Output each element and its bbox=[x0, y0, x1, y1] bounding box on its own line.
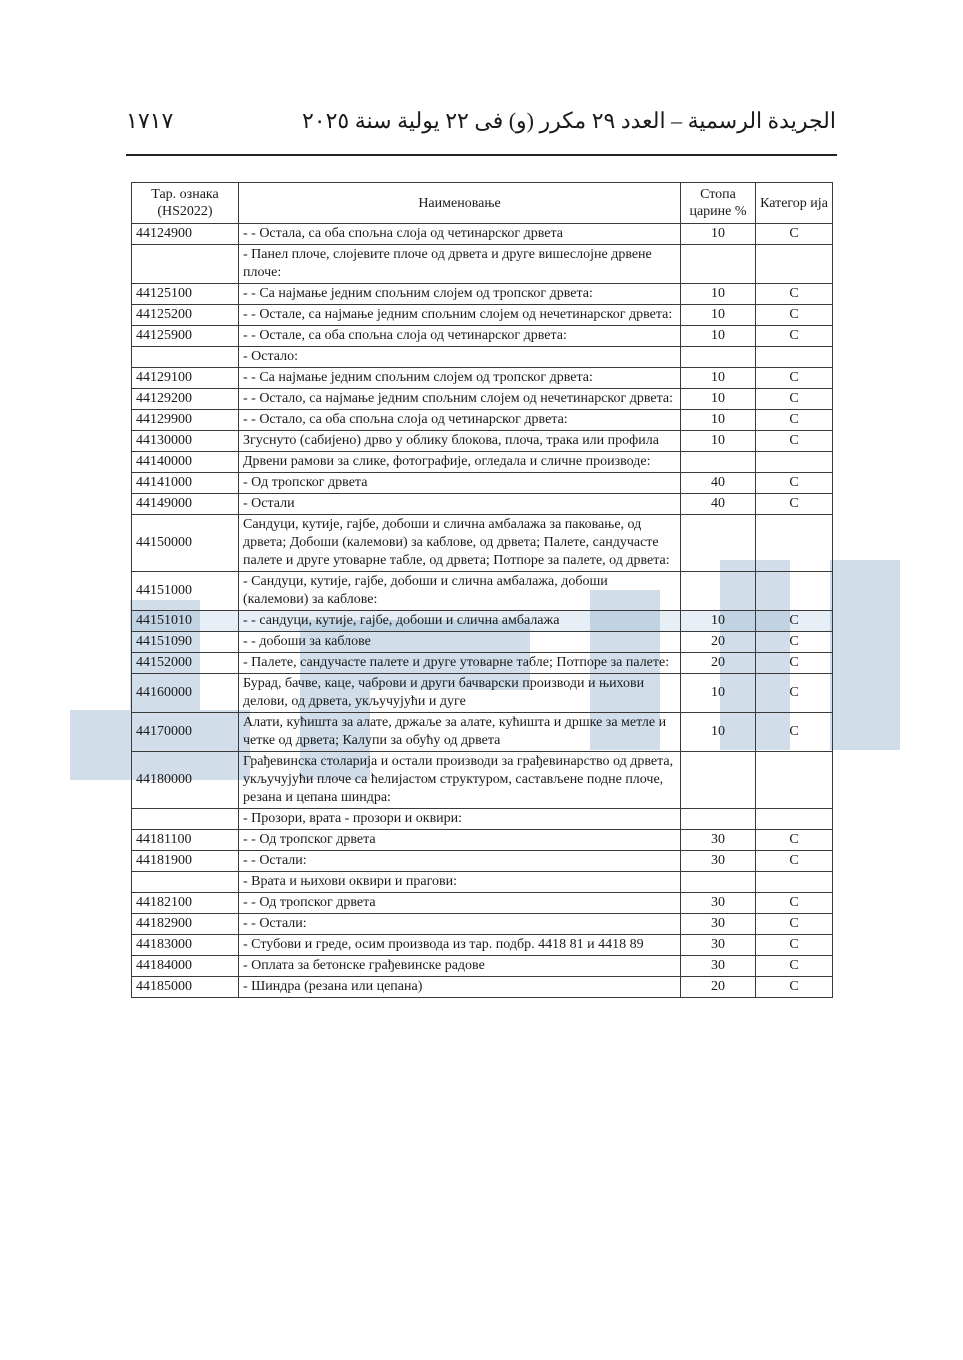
cell-code: 44152000 bbox=[132, 653, 239, 674]
cell-code: 44125100 bbox=[132, 284, 239, 305]
cell-code: 44181900 bbox=[132, 851, 239, 872]
cell-description: - - Остали: bbox=[239, 851, 681, 872]
cell-code bbox=[132, 347, 239, 368]
cell-description: - - Са најмање једним спољним слојем од тропског дрвета: bbox=[239, 368, 681, 389]
cell-category: C bbox=[756, 284, 833, 305]
cell-category bbox=[756, 515, 833, 572]
cell-rate bbox=[681, 452, 756, 473]
cell-rate bbox=[681, 245, 756, 284]
page-header bbox=[126, 104, 836, 144]
cell-description: - - Остала, са оба спољна слоја од четинарског дрвета bbox=[239, 224, 681, 245]
table-row bbox=[132, 713, 833, 752]
cell-category: C bbox=[756, 410, 833, 431]
cell-category bbox=[756, 572, 833, 611]
cell-rate bbox=[681, 752, 756, 809]
table-row bbox=[132, 326, 833, 347]
cell-category: C bbox=[756, 674, 833, 713]
cell-category: C bbox=[756, 473, 833, 494]
table-row bbox=[132, 431, 833, 452]
col-header-rate: Стопа царине % bbox=[681, 183, 756, 224]
col-header-category: Категор ија bbox=[756, 183, 833, 224]
cell-rate: 10 bbox=[681, 674, 756, 713]
cell-code: 44184000 bbox=[132, 956, 239, 977]
cell-category bbox=[756, 872, 833, 893]
table-row bbox=[132, 809, 833, 830]
cell-code bbox=[132, 872, 239, 893]
table-row bbox=[132, 977, 833, 998]
table-row bbox=[132, 851, 833, 872]
cell-code: 44125200 bbox=[132, 305, 239, 326]
cell-category: C bbox=[756, 830, 833, 851]
cell-category: C bbox=[756, 494, 833, 515]
cell-rate bbox=[681, 515, 756, 572]
table-row bbox=[132, 284, 833, 305]
table-row bbox=[132, 632, 833, 653]
table-row bbox=[132, 347, 833, 368]
cell-rate: 10 bbox=[681, 305, 756, 326]
cell-category: C bbox=[756, 611, 833, 632]
cell-rate: 10 bbox=[681, 389, 756, 410]
cell-code: 44150000 bbox=[132, 515, 239, 572]
cell-description: - - сандуци, кутије, гајбе, добоши и слична амбалажа bbox=[239, 611, 681, 632]
cell-code: 44129100 bbox=[132, 368, 239, 389]
cell-description: - Панел плоче, слојевите плоче од дрвета и друге вишеслојне дрвене плоче: bbox=[239, 245, 681, 284]
cell-rate bbox=[681, 809, 756, 830]
cell-category bbox=[756, 245, 833, 284]
cell-code: 44182100 bbox=[132, 893, 239, 914]
cell-code: 44151000 bbox=[132, 572, 239, 611]
page-number: ١٧١٧ bbox=[126, 108, 174, 133]
cell-category bbox=[756, 347, 833, 368]
cell-category: C bbox=[756, 935, 833, 956]
cell-description: - Од тропског дрвета bbox=[239, 473, 681, 494]
cell-code: 44130000 bbox=[132, 431, 239, 452]
cell-rate bbox=[681, 872, 756, 893]
cell-category: C bbox=[756, 389, 833, 410]
cell-rate: 30 bbox=[681, 914, 756, 935]
cell-category: C bbox=[756, 653, 833, 674]
cell-rate: 40 bbox=[681, 473, 756, 494]
cell-code: 44160000 bbox=[132, 674, 239, 713]
cell-code: 44129200 bbox=[132, 389, 239, 410]
cell-description: - - Са најмање једним спољним слојем од тропског дрвета: bbox=[239, 284, 681, 305]
cell-code: 44140000 bbox=[132, 452, 239, 473]
cell-rate: 10 bbox=[681, 284, 756, 305]
table-row bbox=[132, 368, 833, 389]
cell-category: C bbox=[756, 431, 833, 452]
cell-description: - - Остало, са најмање једним спољним слојем од нечетинарског дрвета: bbox=[239, 389, 681, 410]
cell-rate: 20 bbox=[681, 632, 756, 653]
cell-description: - Остали bbox=[239, 494, 681, 515]
table-row bbox=[132, 452, 833, 473]
cell-rate: 10 bbox=[681, 368, 756, 389]
cell-code: 44170000 bbox=[132, 713, 239, 752]
cell-rate: 30 bbox=[681, 851, 756, 872]
cell-rate bbox=[681, 572, 756, 611]
table-row bbox=[132, 515, 833, 572]
cell-code: 44124900 bbox=[132, 224, 239, 245]
cell-category: C bbox=[756, 305, 833, 326]
cell-category bbox=[756, 752, 833, 809]
cell-rate: 30 bbox=[681, 893, 756, 914]
cell-category: C bbox=[756, 368, 833, 389]
col-header-description: Наименовање bbox=[239, 183, 681, 224]
cell-code: 44185000 bbox=[132, 977, 239, 998]
cell-description: - - добоши за каблове bbox=[239, 632, 681, 653]
cell-description: - - Остало, са оба спољна слоја од четинарског дрвета: bbox=[239, 410, 681, 431]
table-row bbox=[132, 410, 833, 431]
table-row bbox=[132, 494, 833, 515]
col-header-code: Тар. ознака (HS2022) bbox=[132, 183, 239, 224]
cell-description: Алати, кућишта за алате, држаље за алате, кућишта и дршке за метле и четке од дрвета; Калупи за обућу од дрвета bbox=[239, 713, 681, 752]
cell-rate: 10 bbox=[681, 431, 756, 452]
cell-description: - - Остале, са оба спољна слоја од четинарског дрвета: bbox=[239, 326, 681, 347]
cell-rate: 30 bbox=[681, 830, 756, 851]
cell-rate: 10 bbox=[681, 326, 756, 347]
cell-description: - Стубови и греде, осим производа из тар. подбр. 4418 81 и 4418 89 bbox=[239, 935, 681, 956]
cell-description: - Сандуци, кутије, гајбе, добоши и слична амбалажа, добоши (калемови) за каблове: bbox=[239, 572, 681, 611]
cell-rate: 10 bbox=[681, 611, 756, 632]
cell-description: - - Остали: bbox=[239, 914, 681, 935]
table-row bbox=[132, 956, 833, 977]
cell-description: - Палете, сандучасте палете и друге утоварне табле; Потпоре за палете: bbox=[239, 653, 681, 674]
cell-code bbox=[132, 245, 239, 284]
cell-category bbox=[756, 809, 833, 830]
cell-description: - Врата и њихови оквири и прагови: bbox=[239, 872, 681, 893]
cell-code: 44149000 bbox=[132, 494, 239, 515]
table-row bbox=[132, 830, 833, 851]
cell-code: 44183000 bbox=[132, 935, 239, 956]
cell-code: 44125900 bbox=[132, 326, 239, 347]
cell-code: 44181100 bbox=[132, 830, 239, 851]
cell-description: Згуснуто (сабијено) дрво у облику блокова, плоча, трака или профила bbox=[239, 431, 681, 452]
cell-description: Дрвени рамови за слике, фотографије, огледала и сличне производе: bbox=[239, 452, 681, 473]
table-row bbox=[132, 389, 833, 410]
cell-category: C bbox=[756, 713, 833, 752]
cell-rate: 10 bbox=[681, 224, 756, 245]
table-row bbox=[132, 572, 833, 611]
cell-category: C bbox=[756, 224, 833, 245]
gazette-title: الجريدة الرسمية – العدد ٢٩ مكرر (و) فى ٢٢ يولية سنة ٢٠٢٥ bbox=[301, 108, 836, 133]
cell-category: C bbox=[756, 326, 833, 347]
cell-description: - - Од тропског дрвета bbox=[239, 893, 681, 914]
cell-rate: 10 bbox=[681, 410, 756, 431]
cell-description: - - Остале, са најмање једним спољним слојем од нечетинарског дрвета: bbox=[239, 305, 681, 326]
table-row bbox=[132, 935, 833, 956]
cell-description: - Остало: bbox=[239, 347, 681, 368]
cell-description: - - Од тропског дрвета bbox=[239, 830, 681, 851]
cell-category bbox=[756, 452, 833, 473]
tariff-table bbox=[131, 182, 833, 998]
table-row bbox=[132, 674, 833, 713]
table-row bbox=[132, 872, 833, 893]
table-row bbox=[132, 245, 833, 284]
cell-category: C bbox=[756, 851, 833, 872]
table-row bbox=[132, 914, 833, 935]
table-row bbox=[132, 611, 833, 632]
cell-code: 44151090 bbox=[132, 632, 239, 653]
table-row bbox=[132, 752, 833, 809]
cell-description: Грађевинска столарија и остали производи за грађевинарство од дрвета, укључујући плоче са ћелијастом структуром, састављене подне плоче, резана и цепана шиндра: bbox=[239, 752, 681, 809]
cell-category: C bbox=[756, 914, 833, 935]
table-row bbox=[132, 305, 833, 326]
cell-rate: 20 bbox=[681, 977, 756, 998]
cell-code: 44129900 bbox=[132, 410, 239, 431]
table-row bbox=[132, 473, 833, 494]
cell-category: C bbox=[756, 632, 833, 653]
cell-code: 44141000 bbox=[132, 473, 239, 494]
cell-rate: 30 bbox=[681, 935, 756, 956]
cell-category: C bbox=[756, 977, 833, 998]
cell-description: - Шиндра (резана или цепана) bbox=[239, 977, 681, 998]
cell-code: 44182900 bbox=[132, 914, 239, 935]
cell-description: Сандуци, кутије, гајбе, добоши и слична амбалажа за паковање, од дрвета; Добоши (калемови) за каблове, од дрвета; Палете, сандучасте палете и друге утоварне табле, од дрвета; Потпоре за палете, од дрвета: bbox=[239, 515, 681, 572]
table-row bbox=[132, 653, 833, 674]
cell-code: 44151010 bbox=[132, 611, 239, 632]
cell-description: - Прозори, врата - прозори и оквири: bbox=[239, 809, 681, 830]
cell-category: C bbox=[756, 893, 833, 914]
cell-rate bbox=[681, 347, 756, 368]
cell-description: Бурад, бачве, каце, чаброви и други бачварски производи и њихови делови, од дрвета, укључујући и дуге bbox=[239, 674, 681, 713]
cell-code: 44180000 bbox=[132, 752, 239, 809]
header-divider bbox=[126, 154, 837, 156]
cell-rate: 40 bbox=[681, 494, 756, 515]
cell-rate: 10 bbox=[681, 713, 756, 752]
cell-description: - Оплата за бетонске грађевинске радове bbox=[239, 956, 681, 977]
table-header-row bbox=[132, 183, 833, 224]
cell-rate: 20 bbox=[681, 653, 756, 674]
table-row bbox=[132, 893, 833, 914]
cell-rate: 30 bbox=[681, 956, 756, 977]
cell-code bbox=[132, 809, 239, 830]
table-row bbox=[132, 224, 833, 245]
cell-category: C bbox=[756, 956, 833, 977]
